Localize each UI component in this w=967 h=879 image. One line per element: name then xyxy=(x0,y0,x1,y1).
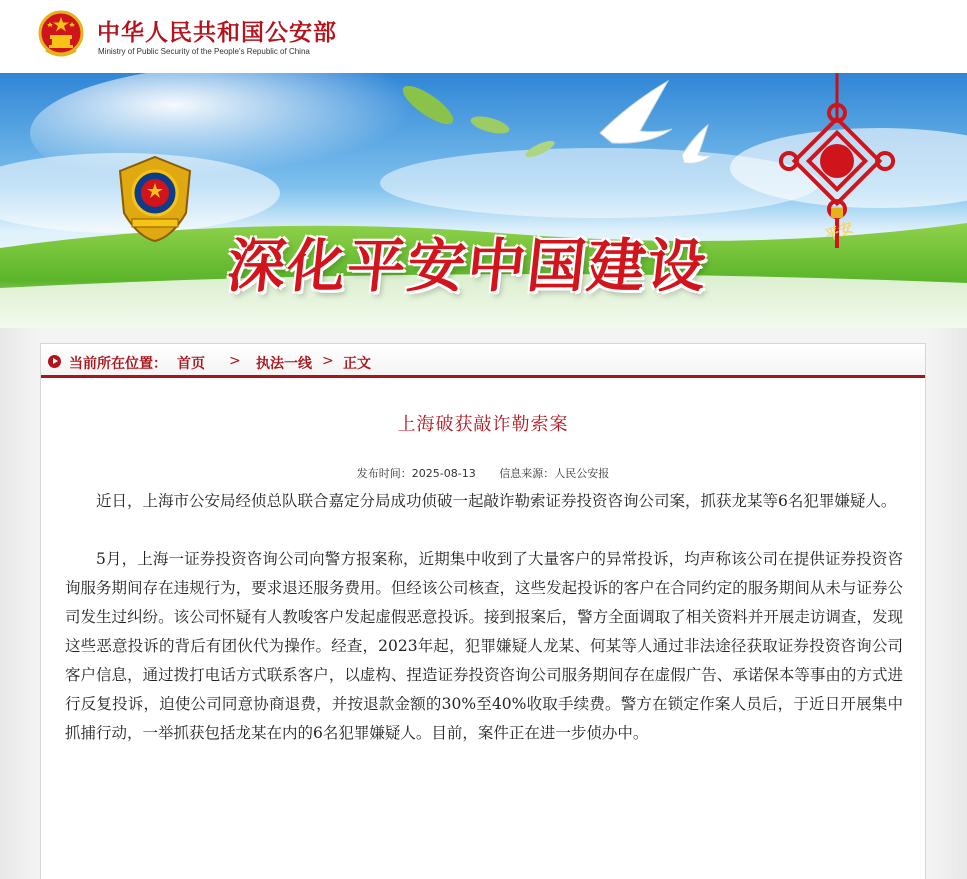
police-badge-icon xyxy=(112,153,198,245)
hero-banner xyxy=(0,73,967,328)
article-paragraph: 5月，上海一证券投资咨询公司向警方报案称，近期集中收到了大量客户的异常投诉，均声称该公司在提供证券投资咨询服务期间存在违规行为，要求退还服务费用。但经该公司核查，这些发起投诉的客户在合同约定的服务期间从未与证券公司发生过纠纷。该公司怀疑有人教唆客户发起虚假恶意投诉。接到报案后，警方全面调取了相关资料并开展走访调查，发现这些恶意投诉的背后有团伙代为操作。经查，2023年起，犯罪嫌疑人龙某、何某等人通过非法途径获取证券投资咨询公司客户信息，通过拨打电话方式联系客户，以虚构、捏造证券投资咨询公司服务期间存在虚假广告、承诺保本等事由的方式进行反复投诉，迫使公司同意协商退费，并按退款金额的30%至40%收取手续费。警方在锁定作案人员后，于近日开展集中抓捕行动，一举抓获包括龙某在内的6名犯罪嫌疑人。目前，案件正在进一步侦办中。 xyxy=(65,550,903,742)
article-meta xyxy=(41,465,925,481)
breadcrumb-current: 正文 xyxy=(343,356,371,372)
banner-slogan: 深化平安中国建设 xyxy=(223,232,712,300)
breadcrumb-separator: > xyxy=(229,353,241,369)
breadcrumb-label: 当前所在位置： xyxy=(69,356,167,372)
location-arrow-icon xyxy=(48,355,61,368)
site-header xyxy=(0,0,967,73)
article-title: 上海破获敲诈勒索案 xyxy=(397,414,569,435)
breadcrumb-separator: > xyxy=(322,353,334,369)
site-title[interactable]: 中华人民共和国公安部 xyxy=(97,20,337,46)
article-body xyxy=(65,487,903,777)
breadcrumb-home-link[interactable]: 首页 xyxy=(177,356,205,372)
breadcrumb-section-link[interactable]: 执法一线 xyxy=(256,356,312,372)
publish-time: 发布时间：2025-08-13 xyxy=(356,467,476,480)
info-source: 信息来源：人民公安报 xyxy=(499,467,610,480)
national-emblem-icon[interactable] xyxy=(38,10,84,60)
article-panel xyxy=(40,343,926,879)
article-paragraph: 近日，上海市公安局经侦总队联合嘉定分局成功侦破一起敲诈勒索证券投资咨询公司案，抓获龙某等6名犯罪嫌疑人。 xyxy=(96,492,897,510)
breadcrumb xyxy=(41,344,925,378)
knot-label: 平安 xyxy=(823,219,856,245)
site-subtitle: Ministry of Public Security of the People's Republic of China xyxy=(98,47,310,56)
